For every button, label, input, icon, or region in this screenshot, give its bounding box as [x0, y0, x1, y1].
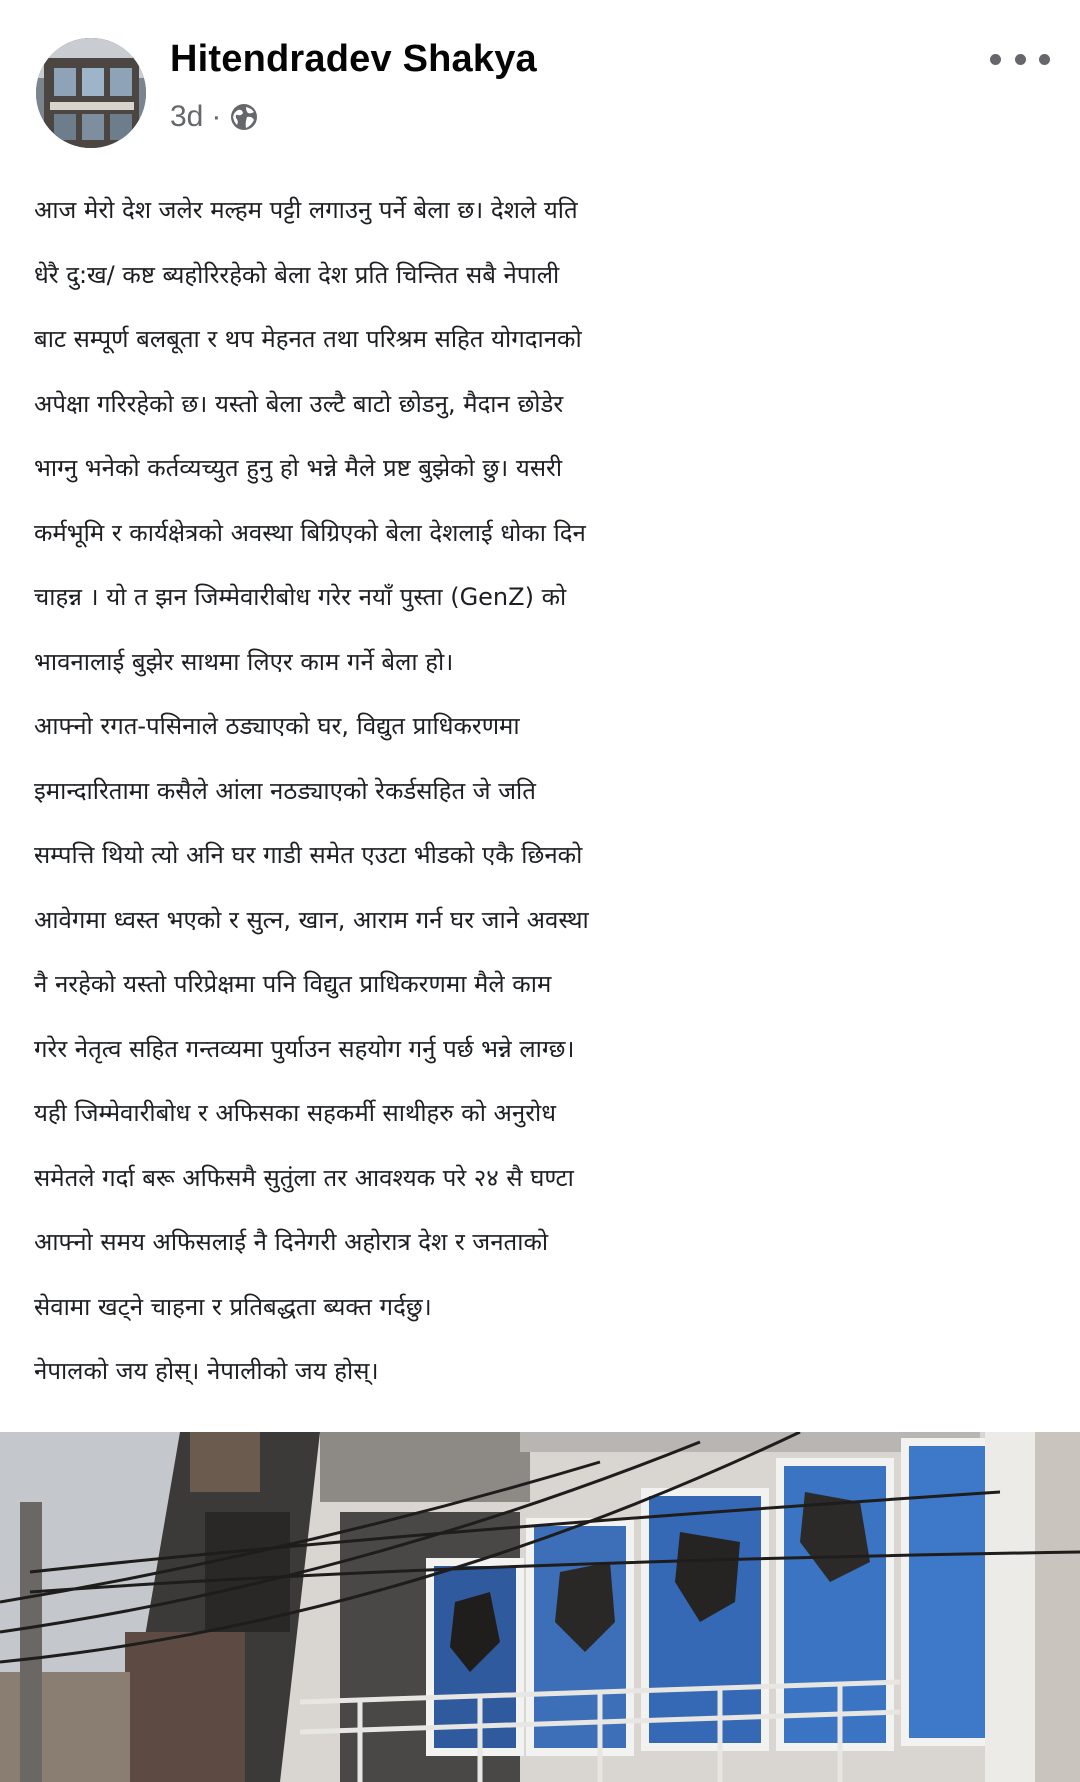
post-text-line: गरेर नेतृत्व सहित गन्तव्यमा पुर्याउन सहयोग गर्नु पर्छ भन्ने लाग्छ। [34, 1034, 575, 1063]
post-text-line: आज मेरो देश जलेर मल्हम पट्टी लगाउनु पर्ने बेला छ। देशले यति [34, 196, 578, 224]
post-text-line: यही जिम्मेवारीबोध र अफिसका सहकर्मी साथीहरु को अनुरोध [34, 1099, 557, 1127]
post-photo[interactable] [0, 1432, 1080, 1782]
post-text-line: आफ्नो समय अफिसलाई नै दिनेगरी अहोरात्र देश र जनताको [34, 1228, 549, 1256]
post-header [0, 0, 1080, 140]
post-text-line: सम्पत्ति थियो त्यो अनि घर गाडी समेत एउटा भीडको एकै छिनको [34, 841, 583, 869]
author-name[interactable]: Hitendradev Shakya [170, 38, 537, 80]
post-text-line: अपेक्षा गरिरहेको छ। यस्तो बेला उल्टै बाटो छोडनु, मैदान छोडेर [34, 389, 564, 418]
post-text-line: आवेगमा ध्वस्त भएको र सुत्न, खान, आराम गर्न घर जाने अवस्था [34, 905, 589, 934]
avatar[interactable] [36, 38, 146, 148]
post-text-line: आफ्नो रगत-पसिनाले ठड्याएको घर, विद्युत प्राधिकरणमा [34, 712, 520, 740]
post-text-line: भाग्नु भनेको कर्तव्यच्युत हुनु हो भन्ने मैले प्रष्ट बुझेको छु। यसरी [34, 454, 563, 482]
post-text-line: चाहन्न । यो त झन जिम्मेवारीबोध गरेर नयाँ पुस्ता (GenZ) को [34, 583, 567, 611]
post-text-line: धेरै दु:ख/ कष्ट ब्यहोरिरहेको बेला देश प्रति चिन्तित सबै नेपाली [34, 260, 560, 289]
meta-separator: · [211, 100, 222, 133]
post-time[interactable]: 3d [170, 100, 204, 133]
post-text-line: कर्मभूमि र कार्यक्षेत्रको अवस्था बिग्रिएको बेला देशलाई धोका दिन [34, 518, 586, 547]
post-text-line: सेवामा खट्ने चाहना र प्रतिबद्धता ब्यक्त गर्दछु। [34, 1292, 432, 1321]
post-text-line: नेपालको जय होस्। नेपालीको जय होस्। [34, 1357, 379, 1385]
post-text-line: भावनालाई बुझेर साथमा लिएर काम गर्ने बेला हो। [34, 647, 454, 676]
post-meta [170, 100, 259, 134]
post-body [34, 178, 1054, 1404]
more-options-icon[interactable] [990, 44, 1050, 74]
post-text-line: बाट सम्पूर्ण बलबूता र थप मेहनत तथा परिश्रम सहित योगदानको [34, 325, 582, 353]
more-dot [1015, 54, 1026, 65]
post-text-line: नै नरहेको यस्तो परिप्रेक्षमा पनि विद्युत प्राधिकरणमा मैले काम [34, 970, 552, 998]
more-dot [990, 54, 1001, 65]
post-text-line: समेतले गर्दा बरू अफिसमै सुतुंला तर आवश्यक परे २४ सै घण्टा [34, 1163, 574, 1192]
more-dot [1039, 54, 1050, 65]
globe-icon[interactable] [229, 102, 259, 132]
post-text-line: इमान्दारितामा कसैले आंला नठड्याएको रेकर्डसहित जे जति [34, 776, 536, 805]
